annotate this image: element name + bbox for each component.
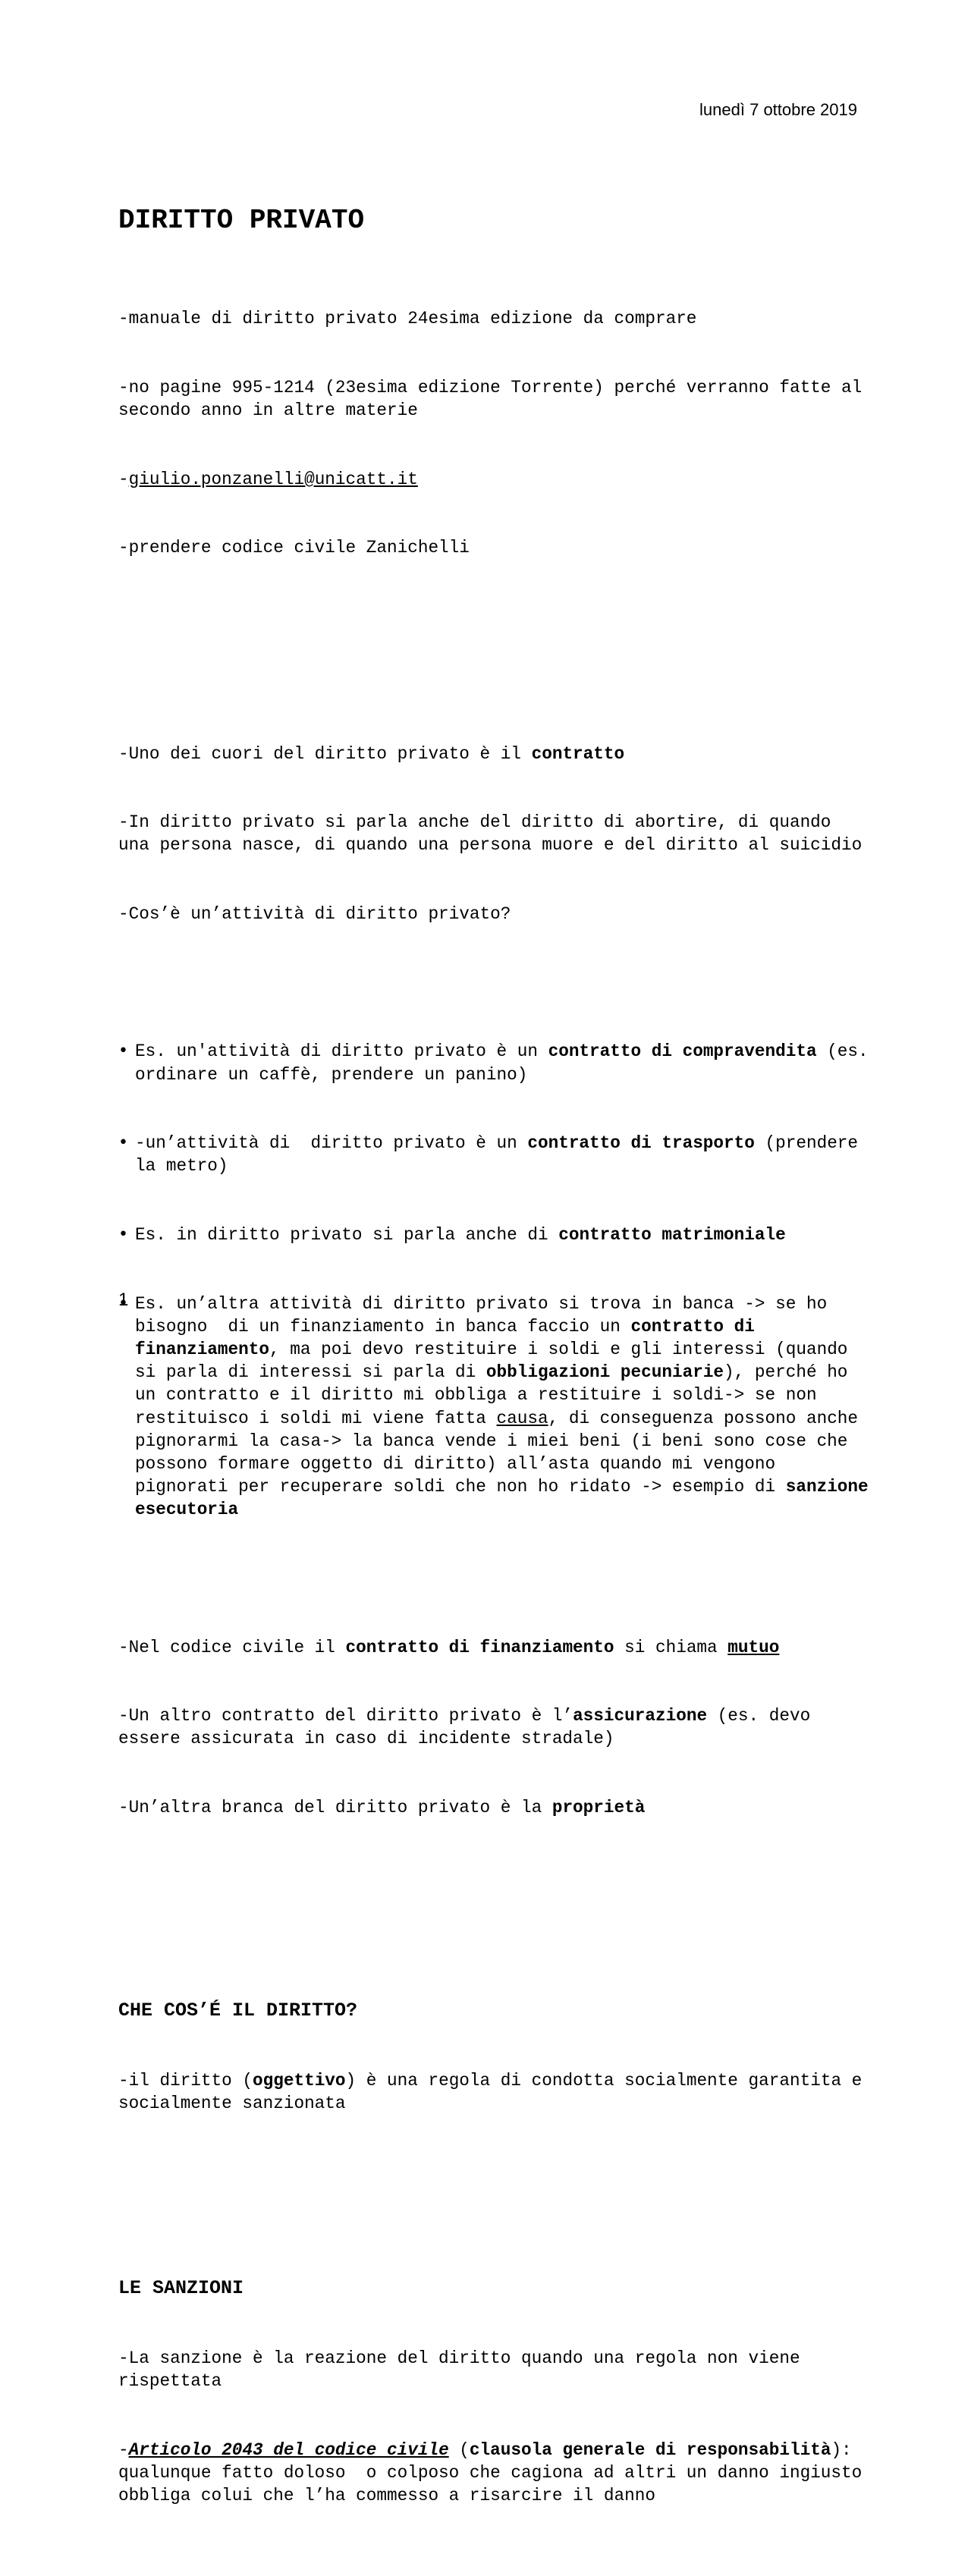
intro-line [118, 468, 869, 491]
list-item [118, 1132, 869, 1177]
paragraph-line [118, 2069, 872, 2115]
list-item [118, 1040, 879, 1085]
bold-term: sanzione esecutoria [135, 1477, 879, 1520]
section-heading: CHE COS’É IL DIRITTO? [118, 2000, 358, 2022]
bullet-list [118, 994, 879, 1567]
date-header: lunedì 7 ottobre 2019 [699, 100, 857, 119]
article-link[interactable]: Articolo 2043 del codice civile [128, 2439, 449, 2460]
intro-line: -prendere codice civile Zanichelli [118, 538, 470, 558]
text: ) è una regola di condotta socialmente garantita e socialmente sanzionata [118, 2070, 872, 2114]
bold-term: contratto [531, 743, 625, 764]
intro-line: -manuale di diritto privato 24esima edizione da comprare [118, 309, 697, 329]
bold-term: assicurazione [573, 1706, 708, 1726]
underlined-term: causa [496, 1408, 548, 1428]
document-body [118, 135, 879, 2576]
bold-term: contratto di compravendita [548, 1041, 817, 1062]
paragraph-line [118, 1796, 869, 1819]
text: ), perché ho un contratto e il diritto mi obbliga a restituire i soldi-> se non restituisco i soldi mi viene fatta [135, 1362, 859, 1428]
page-number: 1 [118, 1290, 129, 1310]
text: -Nel codice civile il [118, 1637, 346, 1657]
list-item [118, 1293, 879, 1522]
text: -Uno dei cuori del diritto privato è il [118, 743, 532, 764]
text: Es. in diritto privato si parla anche di [135, 1224, 559, 1245]
paragraph-line [118, 2439, 872, 2508]
bold-term: contratto di trasporto [527, 1133, 755, 1154]
bold-term: obbligazioni pecuniarie [486, 1362, 724, 1383]
text: -il diritto ( [118, 2070, 253, 2091]
bold-term: clausola generale di responsabilità [469, 2439, 831, 2460]
text: , di conseguenza possono anche pignorarmi la casa-> la banca vende i miei beni (i beni sono cose che possono formare oggetto di diritto) all’asta quando mi vengono pignorati per recuperare soldi che non ho ridato -> esempio di [135, 1408, 869, 1497]
spacer [118, 1888, 869, 1930]
bold-term: contratto matrimoniale [558, 1224, 786, 1245]
email-link[interactable]: giulio.ponzanelli@unicatt.it [128, 469, 418, 489]
text: Es. un'attività di diritto privato è un [135, 1041, 548, 1062]
text: ( [448, 2439, 470, 2460]
text: -Un altro contratto del diritto privato è l’ [118, 1706, 573, 1726]
intro-line: -no pagine 995-1214 (23esima edizione Torrente) perché verranno fatte al secondo anno in altre materie [118, 377, 872, 421]
spacer [118, 628, 869, 674]
bold-term: oggettivo [253, 2070, 346, 2091]
bold-term: proprietà [551, 1798, 646, 1818]
bold-term: contratto di finanziamento [135, 1316, 765, 1359]
bold-term: contratto di finanziamento [345, 1637, 614, 1657]
paragraph-line: -In diritto privato si parla anche del diritto di abortire, di quando una persona nasce, di quando una persona muore e del diritto al suicidio [118, 812, 863, 856]
bold-underlined-term: mutuo [727, 1637, 780, 1657]
text: - [118, 2439, 129, 2460]
paragraph-line [118, 743, 869, 765]
paragraph-line [118, 1636, 869, 1659]
text: , ma poi devo restituire i soldi e gli interessi (quando si parla di interessi si parla di [135, 1339, 859, 1383]
paragraph-line: -Cos’è un’attività di diritto privato? [118, 904, 511, 925]
paragraph-line: -La sanzione è la reazione del diritto quando una regola non viene rispettata [118, 2348, 811, 2392]
page-title: DIRITTO PRIVATO [118, 204, 365, 236]
text: -un’attività di diritto privato è un [135, 1133, 528, 1154]
section-heading: LE SANZIONI [118, 2277, 244, 2300]
list-item [118, 1224, 869, 1246]
text: (es. ordinare un caffè, prendere un panino) [135, 1041, 879, 1085]
text: - [118, 469, 129, 489]
text: -Un’altra branca del diritto privato è la [118, 1798, 552, 1818]
paragraph-line [118, 1704, 869, 1750]
text: Es. un’altra attività di diritto privato si trova in banca -> se ho bisogno di un finanziamento in banca faccio un [135, 1293, 837, 1337]
text: ): qualunque fatto doloso o colposo che cagiona ad altri un danno ingiusto obbliga colui che l’ha commesso a risarcire il danno [118, 2439, 872, 2506]
text: si chiama [614, 1637, 728, 1657]
spacer [118, 2184, 869, 2208]
text: (prendere la metro) [135, 1133, 869, 1176]
text: (es. devo essere assicurata in caso di incidente stradale) [118, 1706, 821, 1749]
